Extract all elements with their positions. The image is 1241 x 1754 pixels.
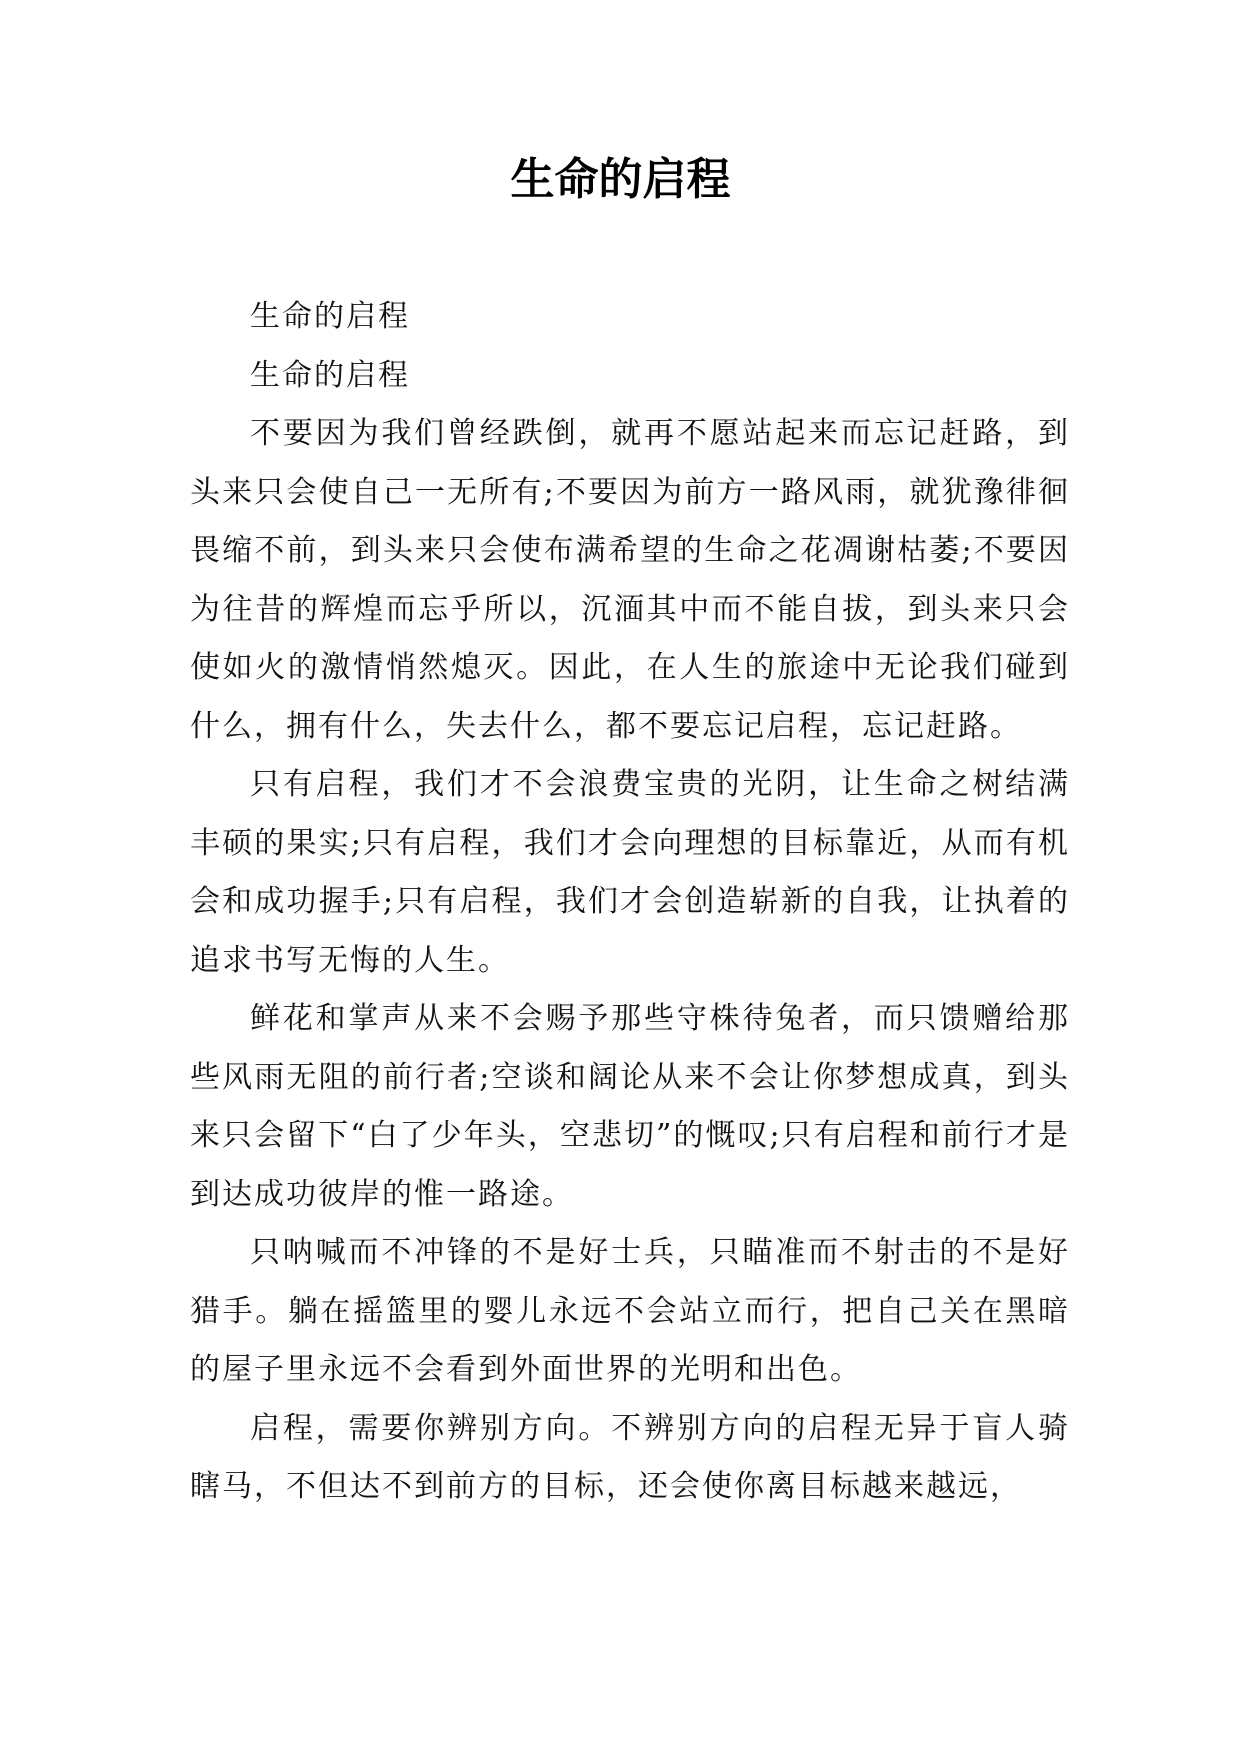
document-title: 生命的启程 xyxy=(510,154,731,205)
paragraph: 不要因为我们曾经跌倒，就再不愿站起来而忘记赶路，到头来只会使自己一无所有;不要因为前方一路风雨，就犹豫徘徊畏缩不前，到头来只会使布满希望的生命之花凋谢枯萎;不要因为往昔的辉煌而忘乎所以，沉湎其中而不能自拔，到头来只会使如火的激情悄然熄灭。因此，在人生的旅途中无论我们碰到什么，拥有什么，失去什么，都不要忘记启程，忘记赶路。 xyxy=(190,416,1070,744)
paragraph: 生命的启程 xyxy=(250,357,410,393)
document-body xyxy=(190,288,1070,1517)
paragraph: 只有启程，我们才不会浪费宝贵的光阴，让生命之树结满丰硕的果实;只有启程，我们才会向理想的目标靠近，从而有机会和成功握手;只有启程，我们才会创造崭新的自我，让执着的追求书写无悔的人生。 xyxy=(190,767,1070,978)
paragraph: 生命的启程 xyxy=(250,299,410,334)
paragraph: 只呐喊而不冲锋的不是好士兵，只瞄准而不射击的不是好猎手。躺在摇篮里的婴儿永远不会站立而行，把自己关在黑暗的屋子里永远不会看到外面世界的光明和出色。 xyxy=(190,1235,1070,1387)
paragraph: 启程，需要你辨别方向。不辨别方向的启程无异于盲人骑瞎马，不但达不到前方的目标，还会使你离目标越来越远， xyxy=(190,1410,1070,1504)
paragraph: 鲜花和掌声从来不会赐予那些守株待兔者，而只馈赠给那些风雨无阻的前行者;空谈和阔论从来不会让你梦想成真，到头来只会留下“白了少年头，空悲切”的慨叹;只有启程和前行才是到达成功彼岸的惟一路途。 xyxy=(190,1001,1070,1212)
